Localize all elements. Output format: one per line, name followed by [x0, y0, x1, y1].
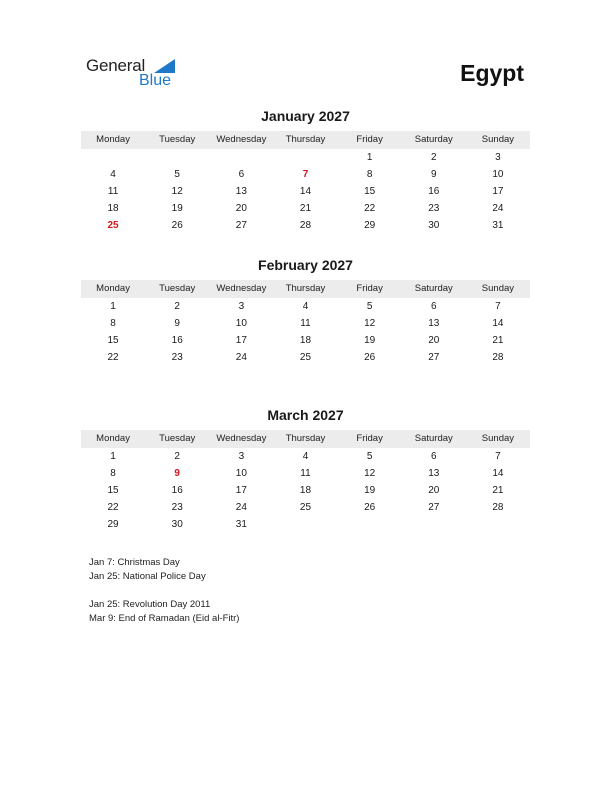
week-row — [81, 200, 530, 217]
weekday-header-row — [81, 131, 530, 149]
day-cell: 21 — [492, 485, 504, 496]
weekday-label: Sunday — [481, 134, 515, 145]
weekday-label: Thursday — [285, 433, 326, 444]
day-cell: 18 — [299, 335, 312, 346]
day-cell: 23 — [428, 203, 440, 214]
day-cell: 22 — [107, 352, 119, 363]
day-cell: 18 — [299, 485, 312, 496]
holiday-note: Jan 25: Revolution Day 2011 — [89, 599, 211, 610]
day-cell: 18 — [107, 203, 119, 214]
day-cell: 8 — [110, 468, 116, 479]
weekday-label: Monday — [96, 283, 130, 294]
day-cell — [466, 516, 530, 533]
day-cell: 5 — [174, 169, 180, 180]
weekday-label: Friday — [356, 134, 383, 145]
day-cell: 29 — [364, 220, 376, 231]
day-cell: 30 — [171, 519, 183, 530]
day-cell — [81, 149, 145, 166]
day-cell: 1 — [110, 451, 116, 462]
day-cell: 20 — [235, 203, 247, 214]
holiday-note: Jan 7: Christmas Day — [89, 557, 180, 568]
day-cell: 12 — [364, 318, 376, 329]
day-cell: 15 — [364, 186, 376, 197]
month-title: February 2027 — [258, 257, 353, 273]
day-cell: 23 — [171, 352, 183, 363]
day-cell: 11 — [300, 318, 311, 329]
day-cell: 1 — [366, 152, 373, 163]
day-cell: 2 — [174, 451, 180, 462]
holiday-note: Jan 25: National Police Day — [89, 571, 206, 582]
week-row — [81, 499, 530, 516]
month-march — [81, 406, 530, 533]
day-cell: 27 — [428, 502, 440, 513]
weekday-label: Monday — [96, 134, 130, 145]
weekday-label: Tuesday — [159, 433, 196, 444]
weekday-label: Thursday — [285, 134, 326, 145]
day-cell: 16 — [171, 485, 183, 496]
day-cell: 23 — [171, 502, 183, 513]
day-cell: 24 — [235, 352, 247, 363]
weekday-label: Sunday — [481, 433, 515, 444]
day-cell: 10 — [235, 318, 247, 329]
day-cell — [273, 149, 337, 166]
day-cell: 1 — [110, 301, 116, 312]
day-cell: 31 — [492, 220, 504, 231]
logo-general-text: General — [86, 56, 146, 75]
day-cell: 4 — [110, 169, 116, 180]
month-title: January 2027 — [261, 108, 350, 124]
day-cell — [338, 516, 402, 533]
day-cell: 20 — [428, 485, 440, 496]
day-cell: 28 — [492, 352, 504, 363]
day-cell: 26 — [171, 220, 183, 231]
week-row — [81, 298, 530, 315]
country-title: Egypt — [460, 60, 524, 86]
day-cell — [273, 516, 337, 533]
week-row — [81, 166, 530, 183]
weekday-header-row — [81, 280, 530, 298]
day-cell: 17 — [492, 186, 504, 197]
day-cell — [145, 149, 209, 166]
week-row — [81, 465, 530, 482]
day-cell: 22 — [107, 502, 119, 513]
day-cell: 30 — [428, 220, 440, 231]
day-cell: 8 — [110, 318, 116, 329]
day-cell: 19 — [171, 203, 183, 214]
day-cell: 19 — [364, 485, 376, 496]
day-cell: 12 — [171, 186, 183, 197]
day-cell: 14 — [299, 186, 312, 197]
day-cell: 9 — [430, 169, 437, 180]
month-january — [81, 107, 530, 234]
day-cell: 31 — [235, 519, 247, 530]
day-cell: 14 — [492, 468, 504, 479]
day-cell: 25 — [299, 502, 312, 513]
day-cell: 28 — [492, 502, 504, 513]
day-cell: 21 — [299, 203, 312, 214]
day-cell: 6 — [430, 301, 437, 312]
weekday-label: Saturday — [414, 134, 453, 145]
day-cell: 9 — [174, 468, 180, 479]
week-row — [81, 516, 530, 533]
week-row — [81, 448, 530, 465]
week-row — [81, 149, 530, 166]
day-cell: 19 — [364, 335, 376, 346]
day-cell: 13 — [235, 186, 247, 197]
day-cell: 11 — [107, 186, 119, 197]
day-cell: 13 — [428, 468, 440, 479]
day-cell: 25 — [299, 352, 312, 363]
day-cell: 10 — [235, 468, 247, 479]
day-cell: 21 — [492, 335, 504, 346]
day-cell: 10 — [492, 169, 504, 180]
weekday-label: Wednesday — [216, 134, 267, 145]
day-cell: 24 — [235, 502, 247, 513]
day-cell: 15 — [107, 335, 119, 346]
notes-spacer — [89, 584, 239, 598]
day-cell: 2 — [430, 152, 437, 163]
logo-blue-text: Blue — [139, 72, 172, 89]
day-cell: 13 — [428, 318, 440, 329]
day-cell: 3 — [495, 152, 501, 163]
day-cell — [402, 516, 466, 533]
weekday-label: Friday — [356, 433, 383, 444]
day-cell: 7 — [495, 301, 501, 312]
weekday-header-row — [81, 430, 530, 448]
day-cell: 25 — [107, 220, 119, 231]
day-cell: 6 — [430, 451, 437, 462]
day-cell: 15 — [107, 485, 119, 496]
weekday-label: Thursday — [285, 283, 326, 294]
week-row — [81, 315, 530, 332]
day-cell: 4 — [302, 301, 309, 312]
day-cell: 6 — [238, 169, 245, 180]
weekday-label: Wednesday — [216, 433, 267, 444]
day-cell: 4 — [302, 451, 309, 462]
day-cell: 12 — [364, 468, 376, 479]
day-cell: 3 — [238, 301, 245, 312]
day-cell: 16 — [428, 186, 440, 197]
day-cell: 17 — [235, 335, 247, 346]
day-cell: 22 — [364, 203, 376, 214]
day-cell: 27 — [428, 352, 440, 363]
week-row — [81, 332, 530, 349]
day-cell: 29 — [107, 519, 119, 530]
day-cell: 20 — [428, 335, 440, 346]
day-cell: 14 — [492, 318, 504, 329]
weekday-label: Monday — [96, 433, 130, 444]
day-cell: 5 — [366, 301, 373, 312]
day-cell: 7 — [302, 169, 309, 180]
weekday-label: Tuesday — [159, 134, 196, 145]
day-cell: 11 — [300, 468, 311, 479]
week-row — [81, 183, 530, 200]
day-cell — [209, 149, 273, 166]
day-cell: 24 — [492, 203, 504, 214]
day-cell: 7 — [495, 451, 501, 462]
day-cell: 28 — [299, 220, 312, 231]
day-cell: 17 — [235, 485, 247, 496]
weekday-label: Wednesday — [216, 283, 267, 294]
day-cell: 26 — [364, 352, 376, 363]
month-february — [81, 256, 530, 366]
week-row — [81, 349, 530, 366]
month-title: March 2027 — [267, 407, 344, 423]
day-cell: 16 — [171, 335, 183, 346]
brand-logo — [86, 56, 186, 92]
weekday-label: Friday — [356, 283, 383, 294]
week-row — [81, 482, 530, 499]
weekday-label: Saturday — [414, 433, 453, 444]
day-cell: 26 — [364, 502, 376, 513]
day-cell: 3 — [238, 451, 245, 462]
day-cell: 2 — [174, 301, 180, 312]
logo-triangle-icon — [154, 59, 175, 73]
day-cell: 8 — [366, 169, 373, 180]
weekday-label: Saturday — [414, 283, 453, 294]
week-row — [81, 217, 530, 234]
weekday-label: Sunday — [481, 283, 515, 294]
day-cell: 9 — [174, 318, 180, 329]
weekday-label: Tuesday — [159, 283, 196, 294]
holiday-note: Mar 9: End of Ramadan (Eid al-Fitr) — [89, 613, 240, 624]
holiday-notes — [89, 556, 239, 626]
day-cell: 27 — [235, 220, 247, 231]
day-cell: 5 — [366, 451, 373, 462]
